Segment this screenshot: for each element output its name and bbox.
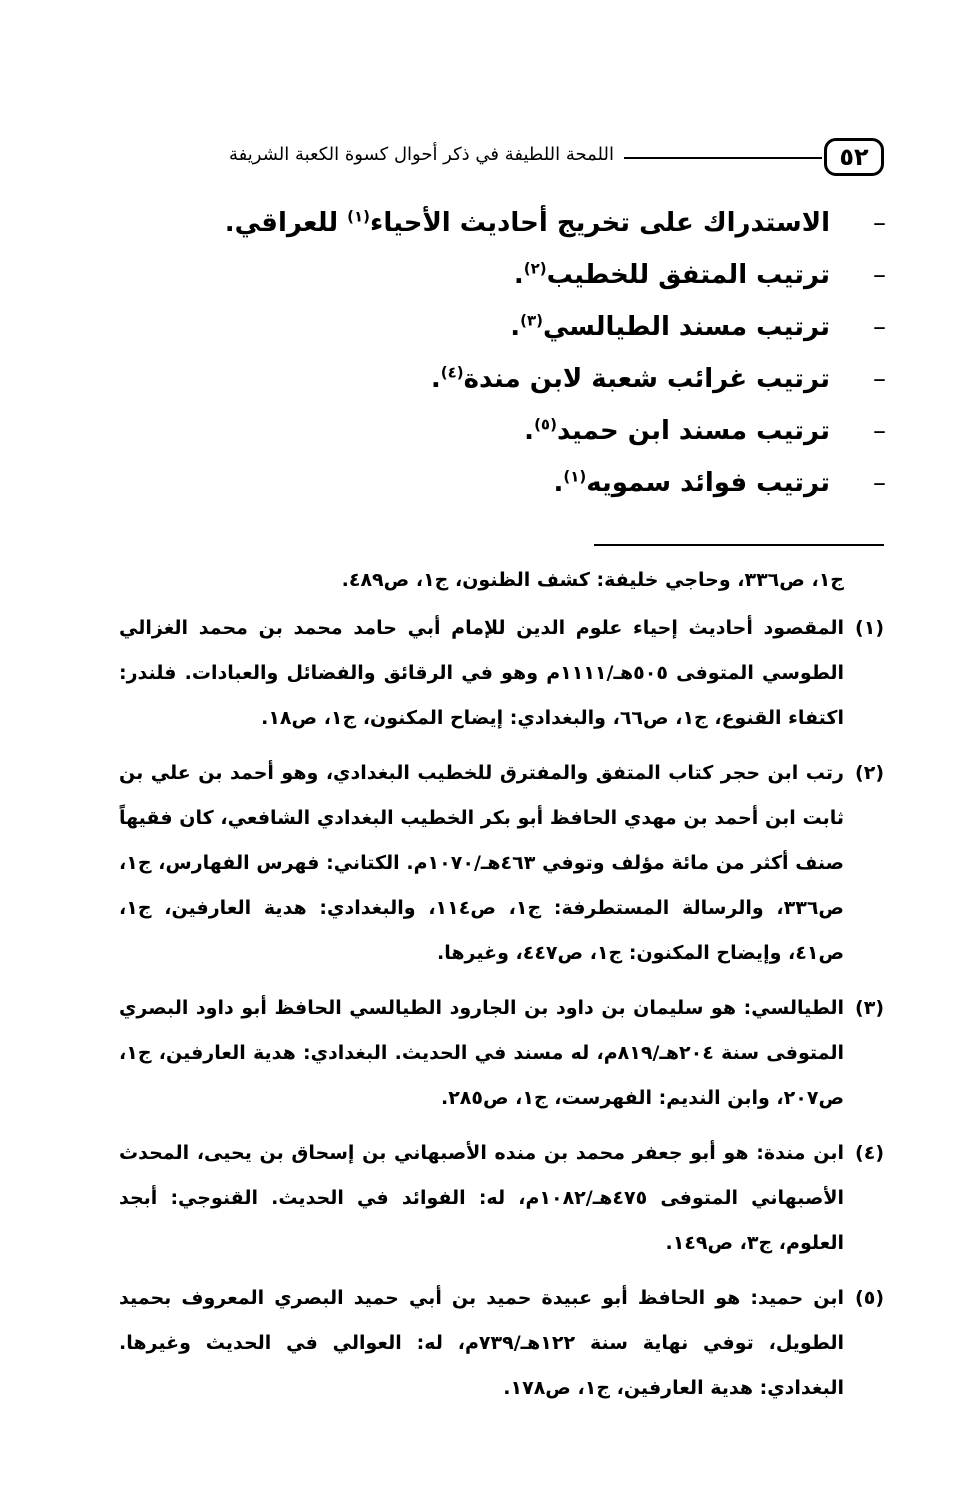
footnote-text: ابن مندة: هو أبو جعفر محمد بن منده الأصبهاني بن إسحاق بن يحيى، المحدث الأصبهاني المتوفى ٤٧٥هـ/١٠٨٢م، له: الفوائد في الحديث. القنوجي: أبجد العلوم، ج٣، ص١٤٩. bbox=[119, 1142, 844, 1254]
footnote-continuation: ج١، ص٣٣٦، وحاجي خليفة: كشف الظنون، ج١، ص٤٨٩. bbox=[341, 569, 844, 591]
list-item-text: ترتيب غرائب شعبة لابن مندة bbox=[463, 364, 830, 394]
list-item-text: ترتيب المتفق للخطيب bbox=[546, 260, 830, 290]
list-item bbox=[180, 200, 886, 252]
footnote-text: ابن حميد: هو الحافظ أبو عبيدة حميد بن أبي حميد البصري المعروف بحميد الطويل، توفي نهاية سنة ١٢٢هـ/٧٣٩م، له: العوالي في الحديث وغيرها. البغدادي: هدية العارفين، ج١، ص١٧٨. bbox=[119, 1287, 844, 1399]
footnote-separator bbox=[594, 544, 884, 546]
footnote-number: (٤) bbox=[855, 1142, 884, 1164]
footnote-ref: (١) bbox=[347, 207, 371, 226]
list-item bbox=[180, 408, 886, 460]
footnote-number: (١) bbox=[855, 617, 884, 639]
list-dash: – bbox=[873, 416, 886, 446]
list-item bbox=[180, 252, 886, 304]
footnote-ref: (١) bbox=[563, 467, 587, 486]
list-item-text: ترتيب مسند الطيالسي bbox=[542, 312, 830, 342]
page-number: ٥٢ bbox=[824, 138, 884, 176]
list-item-text: ترتيب فوائد سمويه bbox=[586, 468, 830, 498]
footnote-ref: (٥) bbox=[534, 415, 557, 434]
list-dash: – bbox=[873, 312, 886, 342]
list-item bbox=[180, 460, 886, 512]
running-title: اللمحة اللطيفة في ذكر أحوال كسوة الكعبة الشريفة bbox=[229, 144, 614, 165]
footnote-number: (٣) bbox=[855, 997, 884, 1019]
footnote-text: رتب ابن حجر كتاب المتفق والمفترق للخطيب البغدادي، وهو أحمد بن علي بن ثابت ابن أحمد بن مهدي الحافظ أبو بكر الخطيب البغدادي الشافعي، كان فقيهاً صنف أكثر من مائة مؤلف وتوفي ٤٦٣هـ/١٠٧٠م. الكتاني: فهرس الفهارس، ج١، ص٣٣٦، والرسالة المستطرفة: ج١، ص١١٤، والبغدادي: هدية العارفين، ج١، ص٤١، وإيضاح المكنون: ج١، ص٤٤٧، وغيرها. bbox=[119, 762, 844, 964]
list-item-tail: . bbox=[553, 468, 564, 498]
footnote bbox=[119, 1276, 884, 1411]
footnote-ref: (٤) bbox=[440, 363, 464, 382]
list-item-tail: . bbox=[513, 260, 524, 290]
footnote-ref: (٢) bbox=[523, 259, 547, 278]
footnote bbox=[119, 606, 884, 741]
header-rule bbox=[624, 157, 822, 159]
footnote-text: الطيالسي: هو سليمان بن داود بن الجارود الطيالسي الحافظ أبو داود البصري المتوفى سنة ٢٠٤هـ/٨١٩م، له مسند في الحديث. البغدادي: هدية العارفين، ج١، ص٢٠٧، وابن النديم: الفهرست، ج١، ص٢٨٥. bbox=[119, 997, 844, 1109]
list-dash: – bbox=[873, 208, 886, 238]
footnote bbox=[119, 1131, 884, 1266]
list-item-tail: للعراقي. bbox=[224, 208, 348, 238]
list-item bbox=[180, 356, 886, 408]
list-item bbox=[180, 304, 886, 356]
list-item-text: ترتيب مسند ابن حميد bbox=[556, 416, 830, 446]
footnote-number: (٢) bbox=[855, 762, 884, 784]
list-dash: – bbox=[873, 468, 886, 498]
footnote-number: (٥) bbox=[855, 1287, 884, 1309]
footnote-ref: (٣) bbox=[520, 311, 543, 330]
list-item-tail: . bbox=[510, 312, 521, 342]
footnotes bbox=[119, 560, 884, 1421]
page-header bbox=[112, 138, 884, 178]
list-dash: – bbox=[873, 260, 886, 290]
footnote-text: المقصود أحاديث إحياء علوم الدين للإمام أبي حامد محمد بن محمد الغزالي الطوسي المتوفى ٥٠٥هـ/١١١١م وهو في الرقائق والفضائل والعبادات. فلندر: اكتفاء القنوع، ج١، ص٦٦، والبغدادي: إيضاح المكنون، ج١، ص١٨. bbox=[119, 617, 844, 729]
list-item-text: الاستدراك على تخريج أحاديث الأحياء bbox=[370, 208, 830, 238]
footnote bbox=[119, 986, 884, 1121]
list-item-tail: . bbox=[524, 416, 535, 446]
works-list bbox=[180, 200, 886, 512]
list-dash: – bbox=[873, 364, 886, 394]
footnote bbox=[119, 751, 884, 976]
list-item-tail: . bbox=[430, 364, 441, 394]
